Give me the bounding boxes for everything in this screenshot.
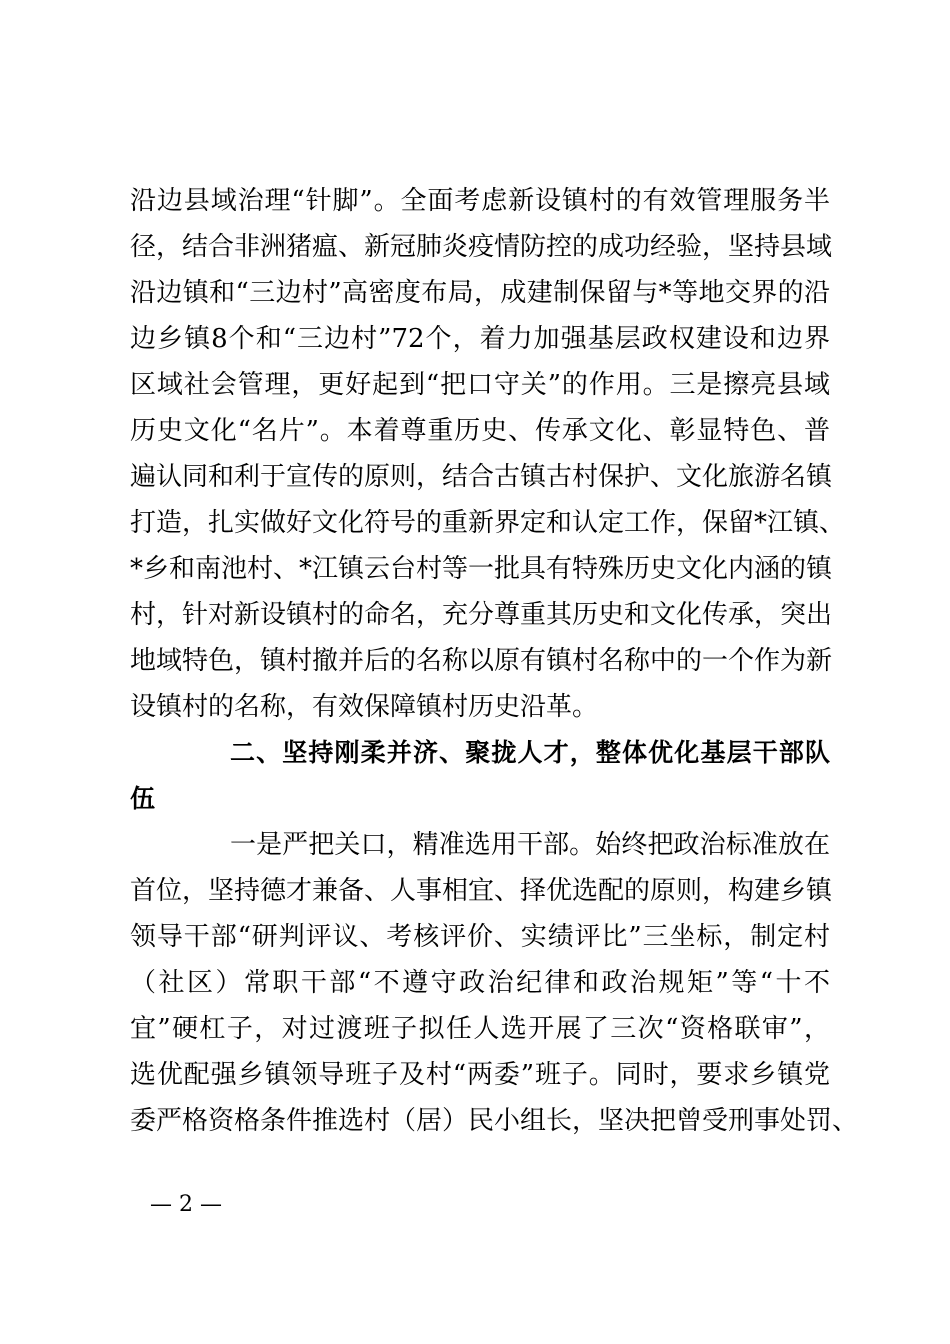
body-text-line: 遍认同和利于宣传的原则，结合古镇古村保护、文化旅游名镇 [130,462,833,492]
body-text-line: 设镇村的名称，有效保障镇村历史沿革。 [130,692,599,722]
body-text-line: 村，针对新设镇村的命名，充分尊重其历史和文化传承，突出 [130,600,833,630]
body-text-line: 沿边镇和“三边村”高密度布局，成建制保留与*等地交界的沿 [130,278,830,308]
body-text-line: 选优配强乡镇领导班子及村“两委”班子。同时，要求乡镇党 [130,1060,830,1090]
body-text-line: 径，结合非洲猪瘟、新冠肺炎疫情防控的成功经验，坚持县域 [130,232,833,262]
body-text-line: 历史文化“名片”。本着尊重历史、传承文化、彰显特色、普 [130,416,830,446]
body-text-line: 领导干部“研判评议、考核评价、实绩评比”三坐标，制定村 [130,922,830,952]
body-text-line: 一是严把关口，精准选用干部。始终把政治标准放在 [230,830,830,860]
body-text-line: 地域特色，镇村撤并后的名称以原有镇村名称中的一个作为新 [130,646,833,676]
body-text-line: 沿边县域治理“针脚”。全面考虑新设镇村的有效管理服务半 [130,186,830,216]
body-text-line: 边乡镇8个和“三边村”72个，着力加强基层政权建设和边界 [130,324,830,354]
section-heading: 伍 [130,784,156,813]
body-text-line: 首位，坚持德才兼备、人事相宜、择优选配的原则，构建乡镇 [130,876,833,906]
body-text-line: *乡和南池村、*江镇云台村等一批具有特殊历史文化内涵的镇 [130,554,833,584]
body-text-line: 宜”硬杠子，对过渡班子拟任人选开展了三次“资格联审”， [130,1014,830,1044]
body-text-line: （社区）常职干部“不遵守政治纪律和政治规矩”等“十不 [130,968,830,998]
body-text-line: 区域社会管理，更好起到“把口守关”的作用。三是擦亮县域 [130,370,830,400]
body-text-line: 委严格资格条件推选村（居）民小组长，坚决把曾受刑事处罚、 [130,1106,859,1136]
body-text-line: 打造，扎实做好文化符号的重新界定和认定工作，保留*江镇、 [130,508,846,538]
section-heading: 二、坚持刚柔并济、聚拢人才，整体优化基层干部队 [230,738,830,767]
page-number: — 2 — [150,1192,222,1217]
